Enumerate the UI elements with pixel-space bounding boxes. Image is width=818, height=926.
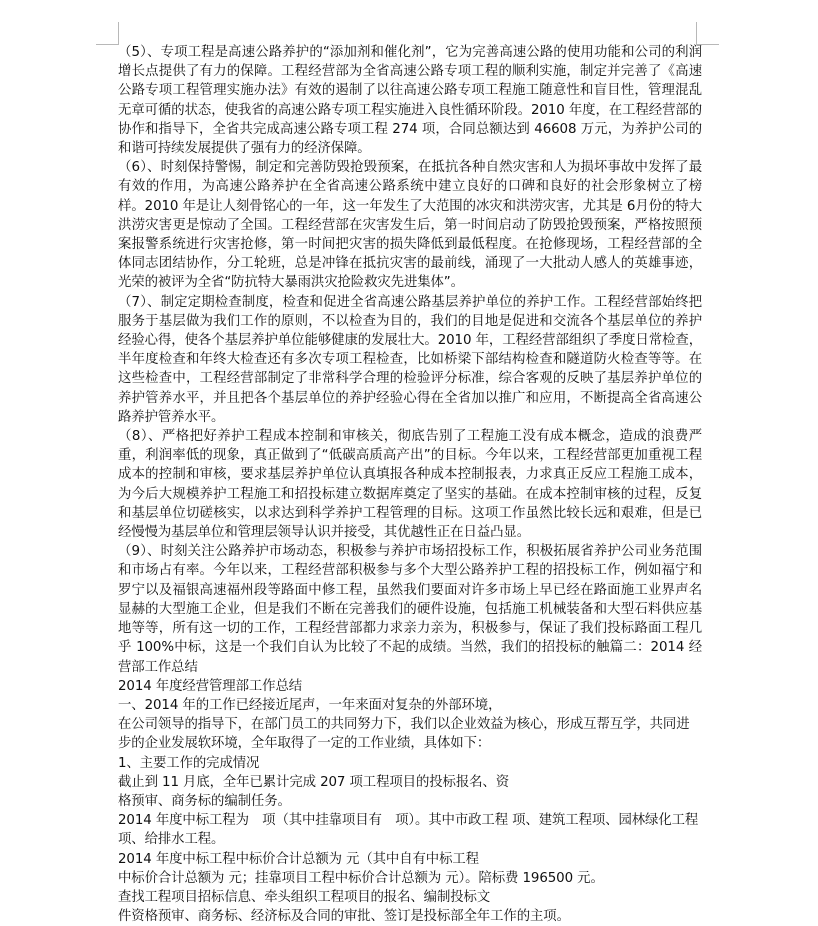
subheading-main-work: 1、主要工作的完成情况 — [118, 755, 260, 771]
crop-mark-top-left — [96, 22, 119, 45]
text-line: 2014 年度中标工程为 项（其中挂靠项目有 项）。其中市政工程 项、建筑工程项、园林绿化工程项、给排水工程。 — [118, 813, 699, 848]
text-line: 格预审、商务标的编制任务。 — [118, 793, 291, 809]
section-title: 2014 年度经营管理部工作总结 — [118, 678, 303, 694]
text-line: 截止到 11 月底，全年已累计完成 207 项工程项目的投标报名、资 — [118, 774, 509, 790]
text-line: 件资格预审、商务标、经济标及合同的审批、签订是投标部全年工作的主项。 — [118, 909, 570, 925]
text-line: 2014 年度中标工程中标价合计总额为 元（其中自有中标工程 — [118, 851, 479, 867]
text-line: 查找工程项目招标信息、牵头组织工程项目的报名、编制投标文 — [118, 889, 491, 905]
intro-paragraph: 在公司领导的指导下，在部门员工的共同努力下，我们以企业效益为核心，形成互帮互学，共同进步的企业发展软环境，全年取得了一定的工作业绩，具体如下： — [118, 717, 690, 752]
paragraph-item-9: （9）、时刻关注公路养护市场动态，积极参与养护市场招投标工作，积极拓展省养护公司业务范围和市场占有率。今年以来，工程经营部积极参与多个大型公路养护工程的招投标工作，例如福宁和罗宁以及福银高速福州段等路面中修工程，虽然我们要面对许多市场上早已经在路面施工业界声名显赫的大型施工企业，但是我们不断在完善我们的硬件设施，包括施工机械装备和大型石料供应基地等等，所有这一切的工作，工程经营部都力求亲力亲为，积极参与，保证了我们投标路面工程几乎 100%中标，这是一个我们自认为比较了不起的成绩。当然，我们的招投标的触篇二：2014 经营部工作总结 — [118, 544, 702, 675]
paragraph-item-8: （8）、严格把好养护工程成本控制和审核关，彻底告别了工程施工没有成本概念，造成的浪费严重，利润率低的现象，真正做到了“低碳高质高产出”的目标。今年以来，工程经营部更加重视工程成本的控制和审核，要求基层养护单位认真填报各种成本控制报表，力求真正反应工程施工成本，为今后大规模养护工程施工和招投标建立数据库奠定了坚实的基础。在成本控制审核的过程，反复和基层单位切磋核实，以求达到科学养护工程管理的目标。这项工作虽然比较长远和艰难，但是已经慢慢为基层单位和管理层领导认识并接受，其优越性正在日益凸显。 — [118, 429, 702, 541]
crop-mark-top-right — [696, 22, 719, 45]
paragraph-item-7: （7）、制定定期检查制度，检查和促进全省高速公路基层养护单位的养护工作。工程经营部始终把服务于基层做为我们工作的原则，不以检查为目的，我们的目地是促进和交流各个基层单位的养护经验心得，使各个基层养护单位能够健康的发展壮大。2010 年，工程经营部组织了季度日常检查，半年度检查和年终大检查还有多次专项工程检查，比如桥梁下部结构检查和隧道防火检查等等。在这些检查中，工程经营部制定了非常科学合理的检验评分标准，综合客观的反映了基层养护单位的养护管养水平，并且把各个基层单位的养护经验心得在全省加以推广和应用，不断提高全省高速公路养护管养水平。 — [118, 294, 702, 425]
intro-line: 一、2014 年的工作已经接近尾声，一年来面对复杂的外部环境， — [118, 697, 502, 713]
paragraph-item-6: （6）、时刻保持警惕，制定和完善防毁抢毁预案，在抵抗各种自然灾害和人为损坏事故中发挥了最有效的作用，为高速公路养护在全省高速公路系统中建立良好的口碑和良好的社会形象树立了榜样。2010 年是让人刻骨铭心的一年，这一年发生了大范围的冰灾和洪涝灾害，尤其是 6月份的特大洪涝灾害更是惊动了全国。工程经营部在灾害发生后，第一时间启动了防毁抢毁预案，严格按照预案报警系统进行灾害抢修，第一时间把灾害的损失降低到最低程度。在抢修现场，工程经营部的全体同志团结协作，分工轮班，总是冲锋在抵抗灾害的最前线，涌现了一大批动人感人的英雄事迹，光荣的被评为全省“防抗特大暴雨洪灾抢险救灾先进集体”。 — [118, 160, 702, 291]
text-line: 中标价合计总额为 元；挂靠项目工程中标价合计总额为 元）。陪标费 196500 元。 — [118, 870, 604, 886]
paragraph-item-5: （5）、专项工程是高速公路养护的“添加剂和催化剂”，它为完善高速公路的使用功能和公司的利润增长点提供了有力的保障。工程经营部为全省高速公路专项工程的顺利实施，制定并完善了《高速公路专项工程管理实施办法》有效的遏制了以往高速公路专项工程施工随意性和盲目性，管理混乱无章可循的状态，使我省的高速公路专项工程实施进入良性循环阶段。2010 年度，在工程经营部的协作和指导下，全省共完成高速公路专项工程 274 项，合同总额达到 46608 万元，为养护公司的和谐可持续发展提供了强有力的经济保障。 — [118, 45, 702, 157]
document-body — [118, 43, 702, 926]
